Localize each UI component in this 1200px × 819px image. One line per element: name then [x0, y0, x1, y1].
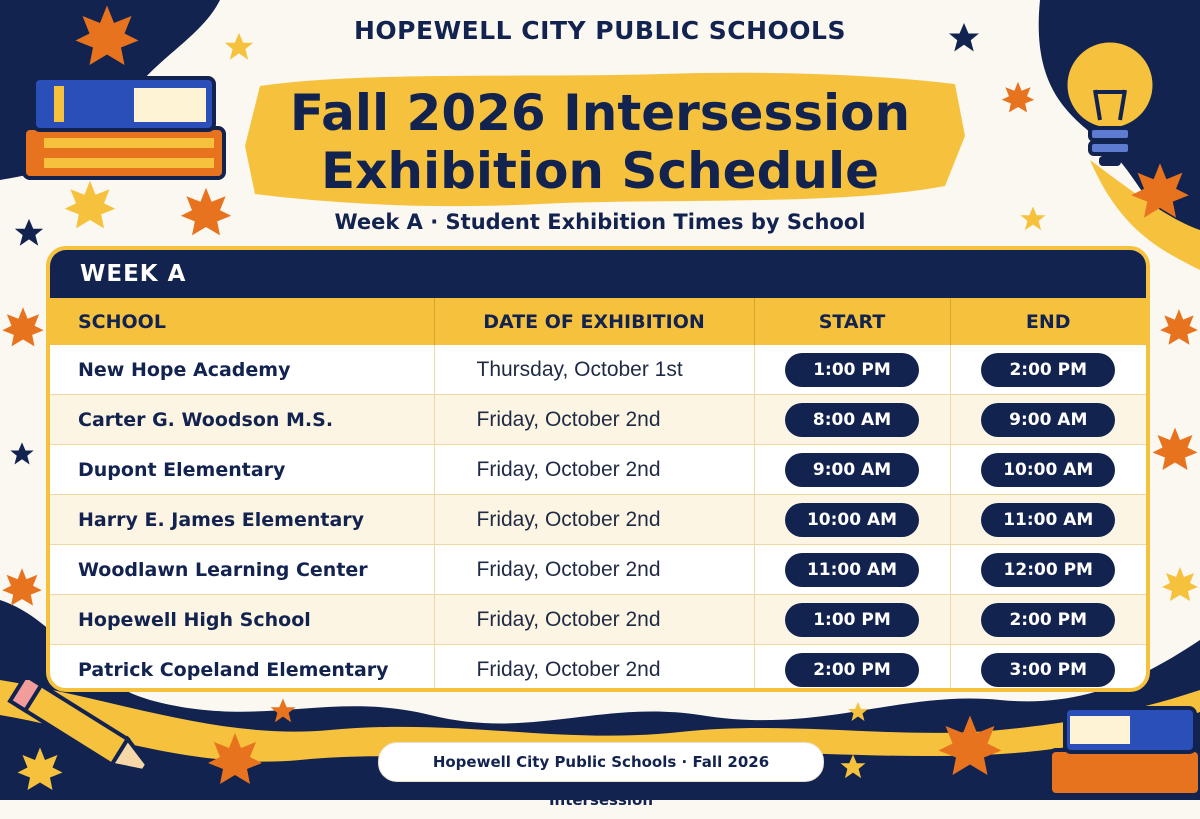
table-row: [50, 395, 1146, 445]
start-time-pill: 2:00 PM: [785, 653, 919, 687]
page-title-line2: Exhibition Schedule: [320, 142, 880, 200]
start-cell: [754, 345, 950, 395]
end-cell: [950, 395, 1146, 445]
column-header-school: SCHOOL: [50, 298, 434, 345]
date-cell: Friday, October 2nd: [434, 395, 754, 445]
date-cell: Friday, October 2nd: [434, 445, 754, 495]
school-cell: New Hope Academy: [50, 345, 434, 395]
star-icon: [175, 720, 207, 752]
autumn-leaf-icon: [1150, 420, 1200, 480]
end-time-pill: 10:00 AM: [981, 453, 1115, 487]
page-title-line1: Fall 2026 Intersession: [289, 84, 911, 142]
autumn-leaf-icon: [0, 560, 44, 616]
table-row: [50, 595, 1146, 645]
school-cell: Woodlawn Learning Center: [50, 545, 434, 595]
start-cell: [754, 545, 950, 595]
end-time-pill: 2:00 PM: [981, 603, 1115, 637]
end-cell: [950, 345, 1146, 395]
date-cell: Thursday, October 1st: [434, 345, 754, 395]
table-row: [50, 445, 1146, 495]
start-cell: [754, 595, 950, 645]
start-time-pill: 9:00 AM: [785, 453, 919, 487]
end-cell: [950, 545, 1146, 595]
school-cell: Dupont Elementary: [50, 445, 434, 495]
autumn-leaf-icon: [0, 300, 46, 356]
end-cell: [950, 495, 1146, 545]
school-cell: Harry E. James Elementary: [50, 495, 434, 545]
table-row: [50, 545, 1146, 595]
page-subtitle: Week A · Student Exhibition Times by School: [334, 210, 866, 234]
star-icon: [8, 440, 36, 468]
school-cell: Carter G. Woodson M.S.: [50, 395, 434, 445]
schedule-table: [50, 298, 1146, 692]
end-time-pill: 11:00 AM: [981, 503, 1115, 537]
start-cell: [754, 445, 950, 495]
date-cell: Friday, October 2nd: [434, 645, 754, 693]
table-row: [50, 495, 1146, 545]
start-time-pill: 1:00 PM: [785, 603, 919, 637]
autumn-leaf-icon: [205, 730, 265, 790]
star-icon: [846, 700, 870, 724]
start-time-pill: 8:00 AM: [785, 403, 919, 437]
column-header-start: START: [754, 298, 950, 345]
start-cell: [754, 495, 950, 545]
end-time-pill: 3:00 PM: [981, 653, 1115, 687]
end-cell: [950, 595, 1146, 645]
school-cell: Hopewell High School: [50, 595, 434, 645]
star-icon: [838, 752, 868, 782]
books-icon: [1040, 700, 1200, 800]
end-time-pill: 12:00 PM: [981, 553, 1115, 587]
start-time-pill: 10:00 AM: [785, 503, 919, 537]
schedule-card: [46, 246, 1150, 692]
autumn-leaf-icon: [1158, 300, 1200, 356]
date-cell: Friday, October 2nd: [434, 495, 754, 545]
date-cell: Friday, October 2nd: [434, 545, 754, 595]
star-icon: [268, 696, 298, 726]
end-time-pill: 9:00 AM: [981, 403, 1115, 437]
table-row: [50, 645, 1146, 693]
start-time-pill: 1:00 PM: [785, 353, 919, 387]
end-time-pill: 2:00 PM: [981, 353, 1115, 387]
date-cell: Friday, October 2nd: [434, 595, 754, 645]
start-time-pill: 11:00 AM: [785, 553, 919, 587]
school-cell: Patrick Copeland Elementary: [50, 645, 434, 693]
column-header-end: END: [950, 298, 1146, 345]
table-header-row: [50, 298, 1146, 345]
autumn-leaf-icon: [1160, 560, 1200, 610]
start-cell: [754, 395, 950, 445]
end-cell: [950, 645, 1146, 693]
footer-label: Hopewell City Public Schools · Fall 2026 Intersession: [378, 742, 824, 782]
autumn-leaf-icon: [15, 745, 65, 795]
table-row: [50, 345, 1146, 395]
autumn-leaf-icon: [935, 712, 1005, 782]
start-cell: [754, 645, 950, 693]
week-title: WEEK A: [50, 250, 1146, 298]
district-name: HOPEWELL CITY PUBLIC SCHOOLS: [354, 16, 846, 45]
end-cell: [950, 445, 1146, 495]
column-header-date: DATE OF EXHIBITION: [434, 298, 754, 345]
